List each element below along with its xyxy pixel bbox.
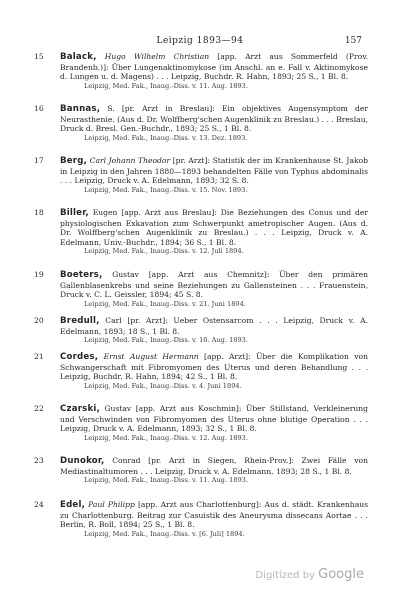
entry-text: [app. Arzt]: Über die Komplikation von Schwangerschaft mit Fibromyomen des Uterus und deren Behandlung . . . Leipzig, Buchdr. R. Hahn, 1894; 42 S., 1 Bl. 8.: [60, 352, 368, 382]
entry-note: Leipzig, Med. Fak., Inaug.-Diss. v. [6. Juli] 1894.: [84, 529, 245, 538]
entry-note: Leipzig, Med. Fak., Inaug.-Diss. v. 16. Aug. 1893.: [84, 336, 248, 345]
author-given-names: Paul Philipp: [88, 500, 135, 509]
entry-note: Leipzig, Med. Fak., Inaug.-Diss. v. 13. Dez. 1893.: [84, 133, 248, 142]
author-surname: Berg,: [60, 156, 88, 166]
list-item: [34, 270, 368, 316]
entry-note: Leipzig, Med. Fak., Inaug.-Diss. v. 21. Juni 1894.: [84, 299, 246, 308]
author-given-names: Ernst August Hermann: [103, 352, 199, 361]
entry-list: [34, 52, 368, 552]
entry-body: [60, 208, 368, 247]
list-item: [34, 156, 368, 208]
author-surname: Balack,: [60, 52, 97, 62]
running-title: Leipzig 1893—94: [156, 36, 244, 46]
list-item: [34, 316, 368, 352]
author-surname: Bredull,: [60, 316, 100, 326]
entry-text: Gustav [app. Arzt aus Chemnitz]: Über den primären Gallenblasenkrebs und seine Beziehungen zu Gallensteinen . . . Frauenstein, Druck v. C. L. Geissler, 1894; 45 S. 8.: [60, 270, 368, 300]
entry-body: [60, 52, 368, 82]
entry-body: [60, 352, 368, 382]
entry-body: [60, 404, 368, 434]
entry-note: Leipzig, Med. Fak., Inaug.-Diss. v. 11. Aug. 1893.: [84, 476, 248, 485]
entry-body: [60, 104, 368, 134]
page-number: 157: [344, 36, 362, 46]
author-surname: Boeters,: [60, 270, 103, 280]
author-surname: Cordes,: [60, 352, 99, 362]
entry-note: Leipzig, Med. Fak., Inaug.-Diss. v. 12. Aug. 1893.: [84, 433, 248, 442]
list-item: [34, 456, 368, 500]
entry-text: Eugen [app. Arzt aus Breslau]: Die Beziehungen des Conus und der physiologischen Exkavation zum Schwerpunkt ametropischer Augen. (Aus d. Dr. Wolffberg'schen Augenklinik zu Breslau.) . . . Leipzig, Druck v. A. Edelmann, Univ.-Buchdr., 1894; 36 S., 1 Bl. 8.: [60, 208, 368, 247]
list-item: [34, 352, 368, 404]
author-surname: Biller,: [60, 208, 89, 218]
google-logo: Google: [318, 567, 364, 582]
entry-number: 20: [34, 316, 44, 325]
author-surname: Dunokor,: [60, 456, 105, 466]
entry-text: [app. Arzt aus Charlottenburg]: Aus d. städt. Krankenhaus zu Charlottenburg. Beitrag zur Casuistik des Aneurysma dissecans Aortae . . . Berlin, R. Boll, 1894; 25 S., 1 Bl. 8.: [60, 500, 369, 530]
author-surname: Edel,: [60, 500, 86, 510]
list-item: [34, 52, 368, 104]
entry-text: [app. Arzt aus Sommerfeld (Prov. Brandenb.)]: Über Lungenaktinomykose (im Anschl. an e. Fall v. Aktinomykose d. Lungen u. d. Magens) . . . Leipzig, Buchdr. R. Hahn, 1893; 25 S., 1 Bl. 8.: [60, 52, 369, 82]
entry-text: [pr. Arzt]: Statistik der im Krankenhause St. Jakob in Leipzig in den Jahren 1880—1893 behandelten Fälle von Typhus abdominalis . . . Leipzig, Druck v. A. Edelmann, 1893; 32 S. 8.: [60, 156, 369, 186]
entry-number: 19: [34, 270, 44, 279]
entry-number: 23: [34, 456, 44, 465]
entry-number: 16: [34, 104, 44, 113]
list-item: [34, 208, 368, 270]
list-item: [34, 404, 368, 456]
entry-text: Carl [pr. Arzt]: Ueber Ostensarcom . . . Leipzig, Druck v. A. Edelmann, 1893; 18 S., 1 Bl. 8.: [60, 316, 368, 336]
watermark-prefix: Digitized by: [255, 570, 315, 581]
entry-note: Leipzig, Med. Fak., Inaug.-Diss. v. 12. Juli 1894.: [84, 247, 244, 256]
author-given-names: Carl Johann Theodor: [89, 156, 171, 165]
entry-number: 21: [34, 352, 44, 361]
entry-note: Leipzig, Med. Fak., Inaug.-Diss. v. 15. Nov. 1893.: [84, 185, 248, 194]
entry-text: S. [pr. Arzt in Breslau]: Ein objektives Augensymptom der Neurasthenie. (Aus d. Dr. Wolffberg'schen Augenklinik zu Breslau.) . . . Breslau, Druck d. Bresl. Gen.-Buchdr., 1893; 25 S., 1 Bl. 8.: [60, 104, 368, 134]
entry-number: 24: [34, 500, 44, 509]
entry-body: [60, 456, 368, 476]
entry-text: Conrad [pr. Arzt in Siegen, Rhein-Prov.]: Zwei Fälle von Mediastinaltumoren . . . Leipzig, Druck v. A. Edelmann, 1893; 28 S., 1 Bl. 8.: [60, 456, 368, 476]
google-watermark: [255, 567, 364, 582]
running-header: [0, 36, 400, 50]
entry-text: Gustav [app. Arzt aus Koschmin]: Über Stillstand, Verkleinerung und Verschwinden von Fibromyomen des Uterus ohne blutige Operation . . . Leipzig, Druck v. A. Edelmann, 1893; 32 S., 1 Bl. 8.: [60, 404, 368, 434]
entry-number: 22: [34, 404, 44, 413]
entry-number: 17: [34, 156, 44, 165]
entry-body: [60, 500, 368, 530]
list-item: [34, 500, 368, 552]
entry-body: [60, 156, 368, 186]
entry-note: Leipzig, Med. Fak., Inaug.-Diss. v. 4. Juni 1894.: [84, 381, 242, 390]
entry-body: [60, 316, 368, 336]
list-item: [34, 104, 368, 156]
author-given-names: Hugo Wilhelm Christian: [104, 52, 210, 61]
entry-body: [60, 270, 368, 300]
entry-note: Leipzig, Med. Fak., Inaug.-Diss. v. 11. Aug. 1893.: [84, 81, 248, 90]
author-surname: Czarski,: [60, 404, 100, 414]
entry-number: 15: [34, 52, 44, 61]
entry-number: 18: [34, 208, 44, 217]
author-surname: Bannas,: [60, 104, 101, 114]
